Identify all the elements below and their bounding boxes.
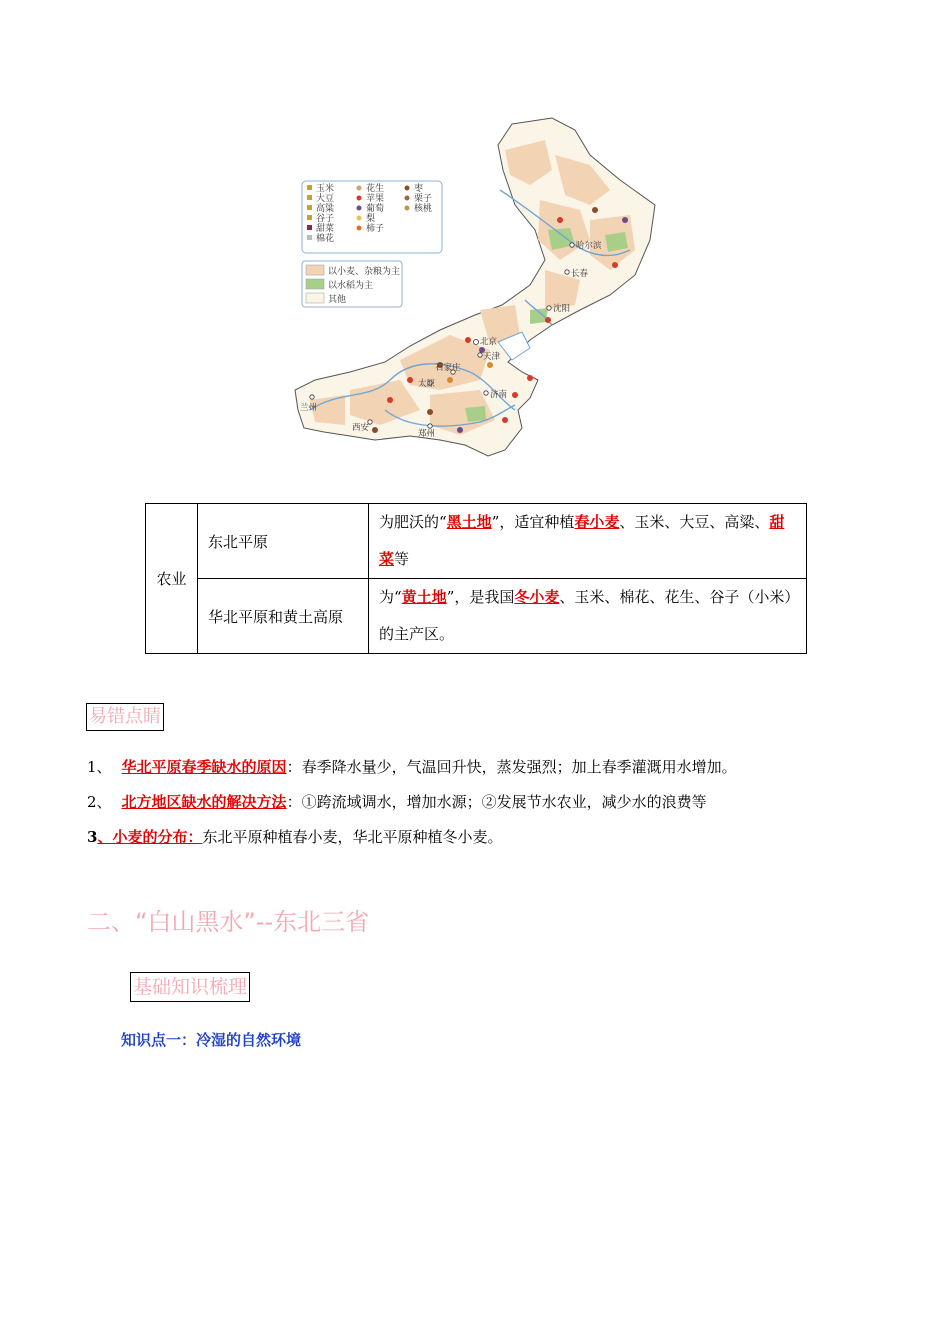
map-legend-areas	[302, 261, 402, 307]
desc-northeast-plain	[369, 504, 807, 579]
keyword-spring-wheat: 春小麦	[574, 513, 620, 531]
desc-text: ”，适宜种植	[491, 513, 575, 531]
tip-keyword: 北方地区缺水的解决方法	[121, 793, 287, 811]
agriculture-map	[290, 110, 675, 462]
city-zhengzhou: 郑州	[418, 429, 436, 439]
legend-apple: 苹果	[366, 194, 385, 204]
city-shenyang: 沈阳	[553, 304, 571, 314]
desc-text: 为“	[379, 588, 402, 606]
keyword-winter-wheat: 冬小麦	[514, 588, 560, 606]
legend-jujube: 枣	[414, 184, 424, 194]
keyword-black-soil: 黑土地	[446, 513, 492, 531]
tip-text: ：①跨流域调水，增加水源；②发展节水农业，减少水的浪费等	[286, 793, 707, 811]
legend-pear: 梨	[366, 214, 376, 224]
map-legend-crops	[302, 181, 442, 253]
legend-grape: 葡萄	[366, 204, 385, 214]
city-beijing: 北京	[480, 337, 498, 347]
tip-text: ：春季降水量少，气温回升快，蒸发强烈；加上春季灌溉用水增加。	[286, 758, 737, 776]
tip-item	[87, 791, 707, 812]
knowledge-point-title: 知识点一：冷湿的自然环境	[121, 1031, 302, 1049]
section-title: 二、“白山黑水”--东北三省	[87, 908, 370, 936]
city-lanzhou: 兰州	[300, 403, 318, 413]
city-xian: 西安	[352, 423, 370, 433]
legend-other: 其他	[328, 295, 347, 305]
tips-label: 易错点睛	[86, 703, 164, 731]
desc-text: 为肥沃的“	[379, 513, 447, 531]
category-cell: 农业	[146, 504, 198, 654]
legend-rice: 以水稻为主	[328, 281, 374, 291]
city-jinan: 济南	[490, 390, 508, 400]
city-harbin: 哈尔滨	[576, 241, 602, 251]
agriculture-table	[145, 503, 807, 654]
legend-sorghum: 高粱	[316, 204, 335, 214]
legend-wheat-grain: 以小麦、杂粮为主	[328, 267, 401, 277]
region-north-china-loess: 华北平原和黄土高原	[198, 579, 369, 654]
tip-item	[87, 756, 737, 777]
city-changchun: 长春	[571, 269, 589, 279]
legend-persimmon: 柿子	[366, 224, 385, 234]
tip-keyword: 华北平原春季缺水的原因	[121, 758, 287, 776]
city-tianjin: 天津	[483, 352, 501, 362]
keyword-loess-soil: 黄土地	[401, 588, 447, 606]
tip-keyword: 、小麦的分布：	[97, 828, 203, 846]
tip-item	[87, 826, 502, 847]
legend-chestnut: 栗子	[414, 194, 433, 204]
tip-number: 2、	[87, 793, 112, 811]
tip-number: 1、	[87, 758, 112, 776]
city-shijiazhuang: 石家庄	[435, 363, 461, 373]
legend-millet: 谷子	[316, 214, 335, 224]
basic-knowledge-label: 基础知识梳理	[130, 972, 250, 1002]
legend-corn: 玉米	[316, 184, 335, 194]
desc-text: ”，是我国	[446, 588, 515, 606]
desc-north-china-loess	[369, 579, 807, 654]
region-northeast-plain: 东北平原	[198, 504, 369, 579]
desc-text: 、玉米、大豆、高粱、	[619, 513, 770, 531]
tip-number: 3	[87, 828, 98, 846]
keyword-beet: 甜菜	[379, 513, 785, 568]
legend-beet: 甜菜	[316, 224, 335, 234]
desc-text: 等	[394, 550, 410, 568]
legend-walnut: 核桃	[414, 204, 433, 214]
desc-text: 、玉米、棉花、花生、谷子（小米）的主产区。	[379, 588, 792, 643]
legend-cotton: 棉花	[316, 234, 335, 244]
tip-text: 东北平原种植春小麦，华北平原种植冬小麦。	[202, 828, 503, 846]
legend-peanut: 花生	[366, 184, 385, 194]
city-taiyuan: 太原	[418, 379, 436, 389]
legend-soybean: 大豆	[316, 194, 335, 204]
